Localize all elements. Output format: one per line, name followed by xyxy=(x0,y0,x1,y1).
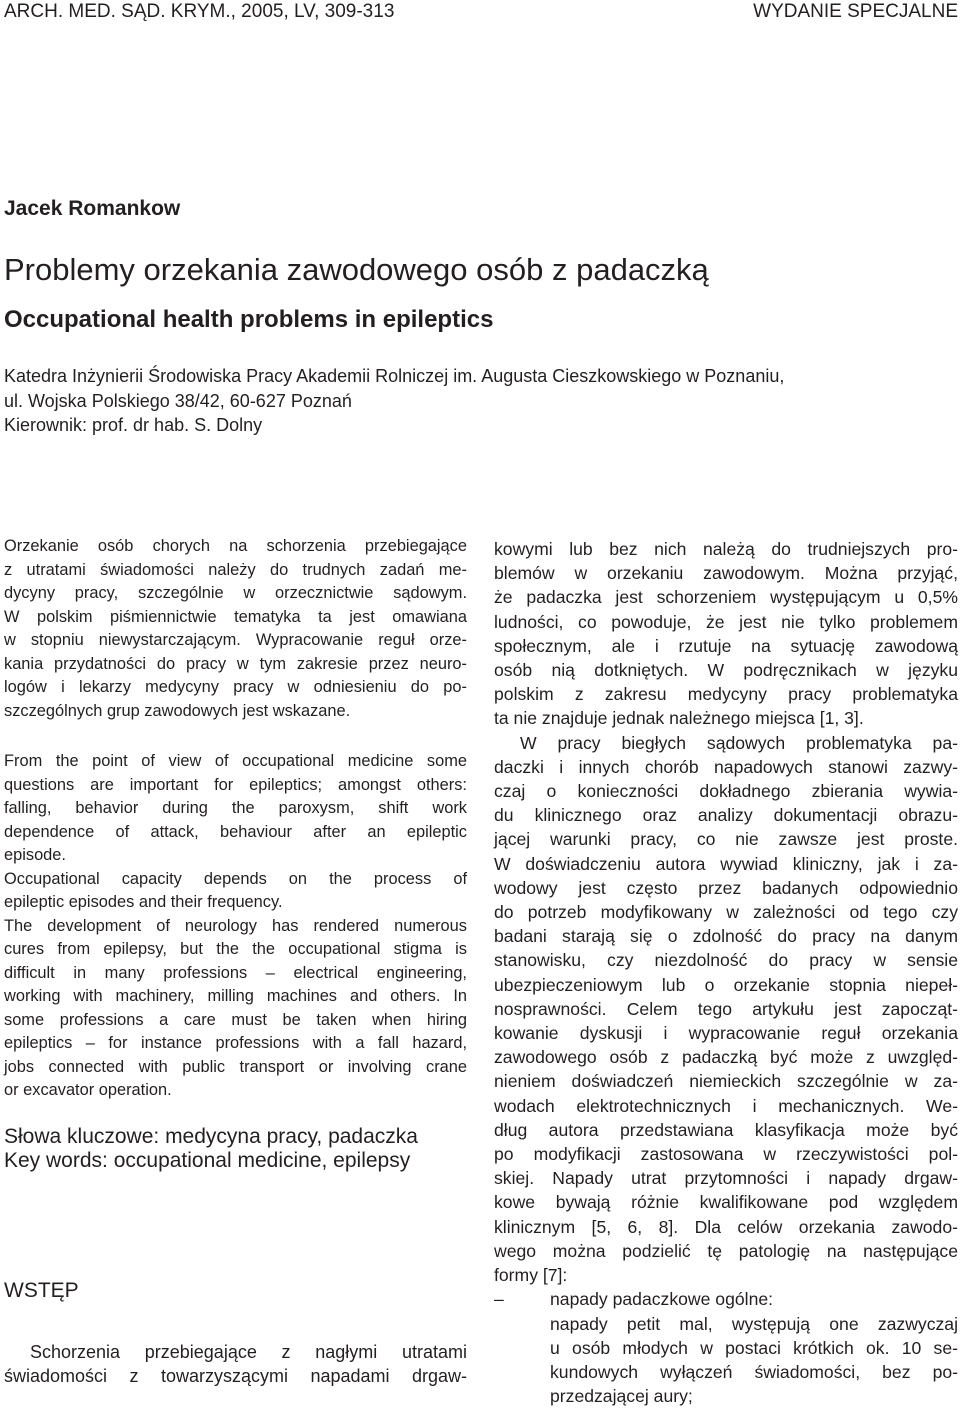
section-heading: WSTĘP xyxy=(4,1279,467,1303)
body-line: ludności, co powoduje, że jest nie tylko problemem xyxy=(494,610,958,634)
body-line: ta nie znajduje jednak należnego miejsca [1, 3]. xyxy=(494,706,958,730)
abstract-line: epileptics – for instance professions with a fall hazard, xyxy=(4,1032,467,1056)
abstract-line: dycyny pracy, szczególnie w orzecznictwie sądowym. xyxy=(4,582,467,606)
body-line: osób nią dotkniętych. W podręcznikach w języku xyxy=(494,658,958,682)
body-line: badani starają się o zdolność do pracy na danym xyxy=(494,924,958,948)
list-item-label: napady padaczkowe ogólne: xyxy=(550,1287,958,1311)
body-line: po modyfikacji zastosowana w rzeczywistości pol- xyxy=(494,1142,958,1166)
intro-line: świadomości z towarzyszącymi napadami drgaw- xyxy=(4,1364,467,1389)
affiliation-line: Katedra Inżynierii Środowiska Pracy Akademii Rolniczej im. Augusta Cieszkowskiego w Poznaniu, xyxy=(4,364,904,389)
body-line: skiej. Napady utrat przytomności i napady drgaw- xyxy=(494,1166,958,1190)
abstract-line: jobs connected with public transport or involving crane xyxy=(4,1056,467,1080)
abstract-line: The development of neurology has rendered numerous xyxy=(4,915,467,939)
abstract-line: Orzekanie osób chorych na schorzenia przebiegające xyxy=(4,535,467,559)
body-line: blemów w orzekaniu zawodowym. Można przyjąć, xyxy=(494,561,958,585)
body-line: dług autora przedstawiana klasyfikacja może być xyxy=(494,1118,958,1142)
intro-paragraph xyxy=(4,1340,467,1389)
body-line: do potrzeb modyfikowany w zależności od tego czy xyxy=(494,900,958,924)
abstract-line: questions are important for epileptics; amongst others: xyxy=(4,774,467,798)
abstract-line: szczególnych grup zawodowych jest wskazane. xyxy=(4,700,467,724)
body-line: formy [7]: xyxy=(494,1263,958,1287)
body-line: zawodowego osób z padaczką być może z uwzględ- xyxy=(494,1045,958,1069)
abstract-line: W polskim piśmiennictwie tematyka ta jest omawiana xyxy=(4,606,467,630)
abstract-line: difficult in many professions – electrical engineering, xyxy=(4,962,467,986)
abstract-line: dependence of attack, behaviour after an epileptic xyxy=(4,821,467,845)
intro-line: Schorzenia przebiegające z nagłymi utratami xyxy=(4,1340,467,1365)
abstract-line: working with machinery, milling machines and others. In xyxy=(4,985,467,1009)
affiliation xyxy=(4,364,904,438)
journal-citation: ARCH. MED. SĄD. KRYM., 2005, LV, 309-313 xyxy=(4,0,394,24)
keywords-english: Key words: occupational medicine, epilepsy xyxy=(4,1149,467,1174)
abstract-line: or excavator operation. xyxy=(4,1079,467,1103)
edition-label: WYDANIE SPECJALNE xyxy=(753,0,958,24)
body-line: nosprawności. Celem tego artykułu jest zapocząt- xyxy=(494,997,958,1021)
body-line: wodowy jest często przez badanych odpowiednio xyxy=(494,876,958,900)
body-line: W doświadczeniu autora wywiad kliniczny, jak i za- xyxy=(494,852,958,876)
affiliation-line: Kierownik: prof. dr hab. S. Dolny xyxy=(4,413,904,438)
list-item-details xyxy=(494,1312,958,1408)
abstract-paragraph xyxy=(4,750,467,868)
right-column xyxy=(494,537,958,1408)
body-line: społecznym, ale i rzutuje na sytuację zawodową xyxy=(494,634,958,658)
abstract-line: z utratami świadomości należy do trudnych zadań me- xyxy=(4,559,467,583)
abstract-line: cures from epilepsy, but the the occupational stigma is xyxy=(4,938,467,962)
abstract-line: falling, behavior during the paroxysm, shift work xyxy=(4,797,467,821)
left-column xyxy=(4,535,467,1389)
abstract-line: epileptic episodes and their frequency. xyxy=(4,891,467,915)
abstract-polish xyxy=(4,535,467,723)
list-dash: – xyxy=(494,1287,550,1311)
author-name: Jacek Romankow xyxy=(4,197,180,221)
body-line: kowe bywają różnie kwalifikowane pod względem xyxy=(494,1190,958,1214)
body-line: jącej warunki pracy, co nie zawsze jest proste. xyxy=(494,827,958,851)
keywords xyxy=(4,1125,467,1174)
body-line: czaj o konieczności dokładnego zbierania wywia- xyxy=(494,779,958,803)
list-detail-line: u osób młodych w postaci krótkich ok. 10 se- xyxy=(550,1336,958,1360)
abstract-line: Occupational capacity depends on the process of xyxy=(4,868,467,892)
title-english: Occupational health problems in epileptics xyxy=(4,305,493,335)
abstract-paragraph xyxy=(4,915,467,1103)
abstract-line: logów i lekarzy medycyny pracy w odniesieniu do po- xyxy=(4,676,467,700)
body-line: polskim z zakresu medycyny pracy problematyka xyxy=(494,682,958,706)
body-line: kowymi lub bez nich należą do trudniejszych pro- xyxy=(494,537,958,561)
body-paragraph xyxy=(494,537,958,731)
list-item xyxy=(494,1287,958,1311)
affiliation-line: ul. Wojska Polskiego 38/42, 60-627 Poznań xyxy=(4,389,904,414)
body-line: wodach elektrotechnicznych i mechanicznych. We- xyxy=(494,1094,958,1118)
list-detail-line: kundowych wyłączeń świadomości, bez po- xyxy=(550,1360,958,1384)
body-paragraph xyxy=(494,731,958,1288)
abstract-line: episode. xyxy=(4,844,467,868)
body-line: kowanie dyskusji i wypracowanie reguł orzekania xyxy=(494,1021,958,1045)
title-polish: Problemy orzekania zawodowego osób z padaczką xyxy=(4,251,709,289)
body-line: stanowisku, czy niezdolność do pracy w sensie xyxy=(494,948,958,972)
body-line: nieniem doświadczeń niemieckich szczególnie w za- xyxy=(494,1069,958,1093)
body-line: że padaczka jest schorzeniem występującym u 0,5% xyxy=(494,585,958,609)
list-detail-line: napady petit mal, występują one zazwyczaj xyxy=(550,1312,958,1336)
abstract-english xyxy=(4,750,467,1103)
abstract-line: From the point of view of occupational medicine some xyxy=(4,750,467,774)
body-line: du klinicznego oraz analizy dokumentacji obrazu- xyxy=(494,803,958,827)
abstract-paragraph xyxy=(4,868,467,915)
abstract-line: w stopniu niewystarczającym. Wypracowanie reguł orze- xyxy=(4,629,467,653)
body-line: wego można podzielić tę patologię na następujące xyxy=(494,1239,958,1263)
list-detail-line: przedzającej aury; xyxy=(550,1384,958,1408)
body-line: ubezpieczeniowym lub o orzekanie stopnia niepeł- xyxy=(494,973,958,997)
keywords-polish: Słowa kluczowe: medycyna pracy, padaczka xyxy=(4,1125,467,1150)
body-line: daczki i innych chorób napadowych stanowi zazwy- xyxy=(494,755,958,779)
body-line: W pracy biegłych sądowych problematyka pa- xyxy=(494,731,958,755)
body-line: klinicznym [5, 6, 8]. Dla celów orzekania zawodo- xyxy=(494,1215,958,1239)
abstract-line: some professions a care must be taken when hiring xyxy=(4,1009,467,1033)
abstract-line: kania przydatności do pracy w tym zakresie przez neuro- xyxy=(4,653,467,677)
